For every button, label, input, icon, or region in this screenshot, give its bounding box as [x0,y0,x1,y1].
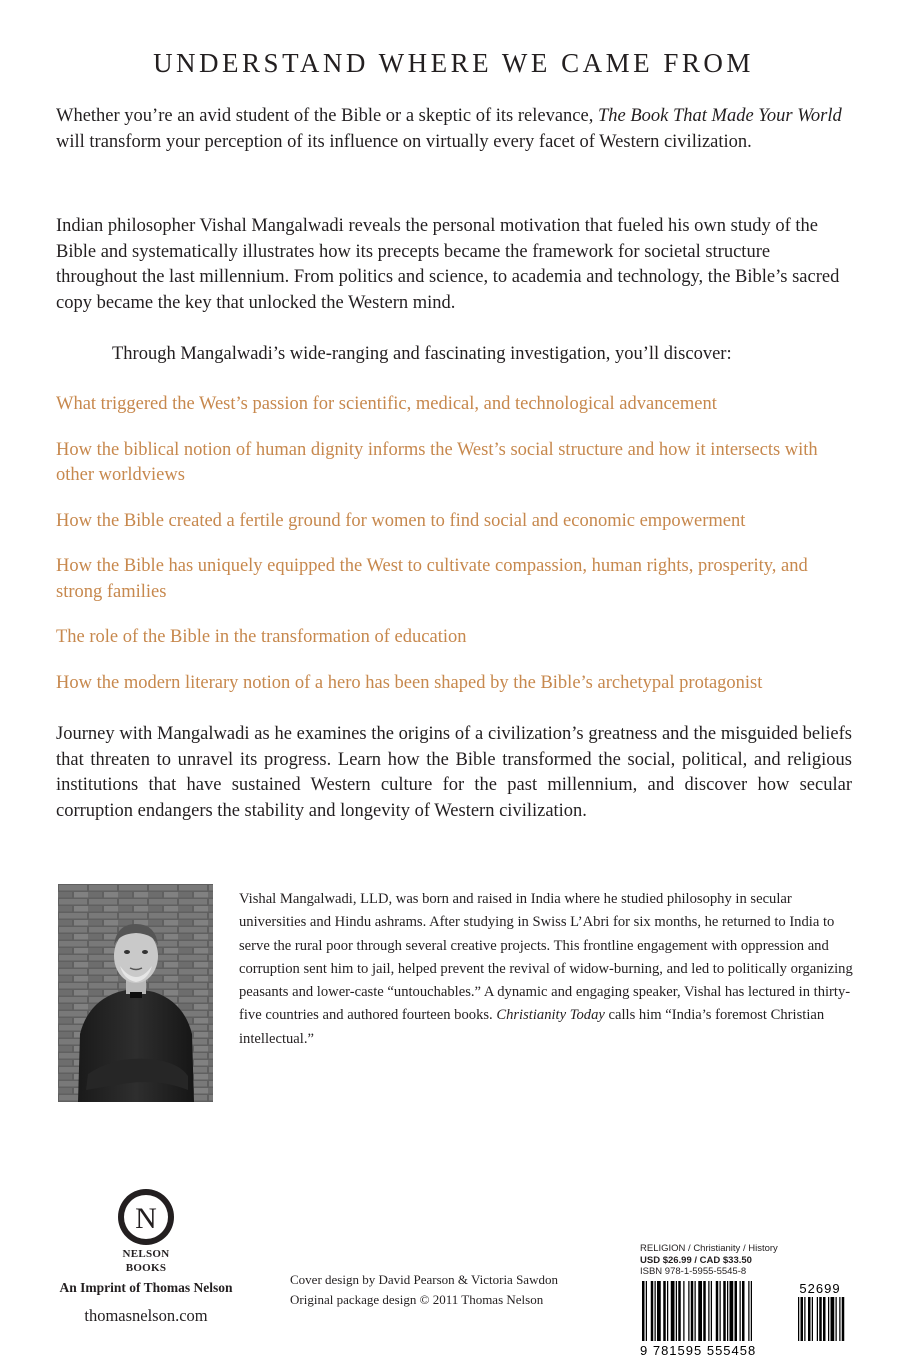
intro-after: will transform your perception of its influence on virtually every facet of Western civilization. [56,131,752,152]
discover-item: How the Bible created a fertile ground for women to find social and economic empowerment [56,510,746,531]
cover-credits [290,1270,558,1310]
intro-paragraph [56,104,852,155]
ean-digits: 9 781595 555458 [640,1342,757,1357]
description-paragraph: Indian philosopher Vishal Mangalwadi reveals the personal motivation that fueled his own study of the Bible and systematically illustrates how its precepts became the framework for societal structure throughout the last millennium. From politics and science, to academia and technology, the Bible’s sacred copy became the key that unlocked the Western mind. [56,216,840,313]
book-isbn: ISBN 978-1-5955-5545-8 [640,1266,747,1277]
discover-item: How the biblical notion of human dignity informs the West’s social structure and how it intersects with other worldviews [56,439,818,485]
imprint-line: An Imprint of Thomas Nelson [59,1280,233,1295]
bio-quote: calls him “India’s foremost Christian intellectual.” [239,1007,825,1047]
logo-letter: N [135,1202,157,1235]
discover-list [56,392,852,716]
headline: UNDERSTAND WHERE WE CAME FROM [153,48,754,78]
nelson-books-logo-icon [117,1188,175,1246]
bio-magazine: Christianity Today [496,1007,605,1024]
publisher-website[interactable]: thomasnelson.com [84,1306,208,1325]
addon-digits: 52699 [799,1280,841,1296]
logo-line2: BOOKS [125,1262,167,1274]
discover-item: How the Bible has uniquely equipped the West to cultivate compassion, human rights, prosperity, and strong families [56,556,808,602]
intro-before: Whether you’re an avid student of the Bible or a skeptic of its relevance, [56,106,598,126]
logo-line1: NELSON [122,1248,170,1260]
journey-paragraph: Journey with Mangalwadi as he examines the origins of a civilization’s greatness and the misguided beliefs that threaten to unravel its progress. Learn how the Bible transformed the social, political, and religious institutions that have sustained Western culture for the past millennium, and discover how secular corruption endangers the stability and longevity of Western civilization. [56,724,852,821]
credit-line: Original package design © 2011 Thomas Nelson [290,1292,544,1307]
barcode-block [640,1243,850,1357]
credit-line: Cover design by David Pearson & Victoria Sawdon [290,1272,558,1287]
isbn-barcode-icon [640,1281,850,1357]
discover-item: The role of the Bible in the transformation of education [56,627,467,647]
discover-item: What triggered the West’s passion for scientific, medical, and technological advancement [56,394,717,414]
book-category: RELIGION / Christianity / History [640,1243,778,1254]
addon-bars [798,1297,844,1341]
publisher-block [56,1188,236,1326]
author-bio [239,888,854,1051]
book-title: The Book That Made Your World [597,106,842,126]
book-price: USD $26.99 / CAD $33.50 [640,1254,752,1266]
bio-text: Vishal Mangalwadi, LLD, was born and raised in India where he studied philosophy in secular universities and Hindu ashrams. After studying in Swiss L’Abri for six months, he returned to India to serve the rural poor through several creative projects. This frontline engagement with oppression and corruption sent him to jail, helped prevent the revival of widow-burning, and led to politically organizing peasants and lower-caste “untouchables.” A dynamic and engaging speaker, Vishal has lectured in thirty-five countries and authored fourteen books. [239,891,853,1024]
discover-lead: Through Mangalwadi’s wide-ranging and fascinating investigation, you’ll discover: [112,344,732,364]
discover-item: How the modern literary notion of a hero has been shaped by the Bible’s archetypal protagonist [56,672,763,693]
author-photo [58,884,213,1102]
ean-bars [642,1281,752,1341]
